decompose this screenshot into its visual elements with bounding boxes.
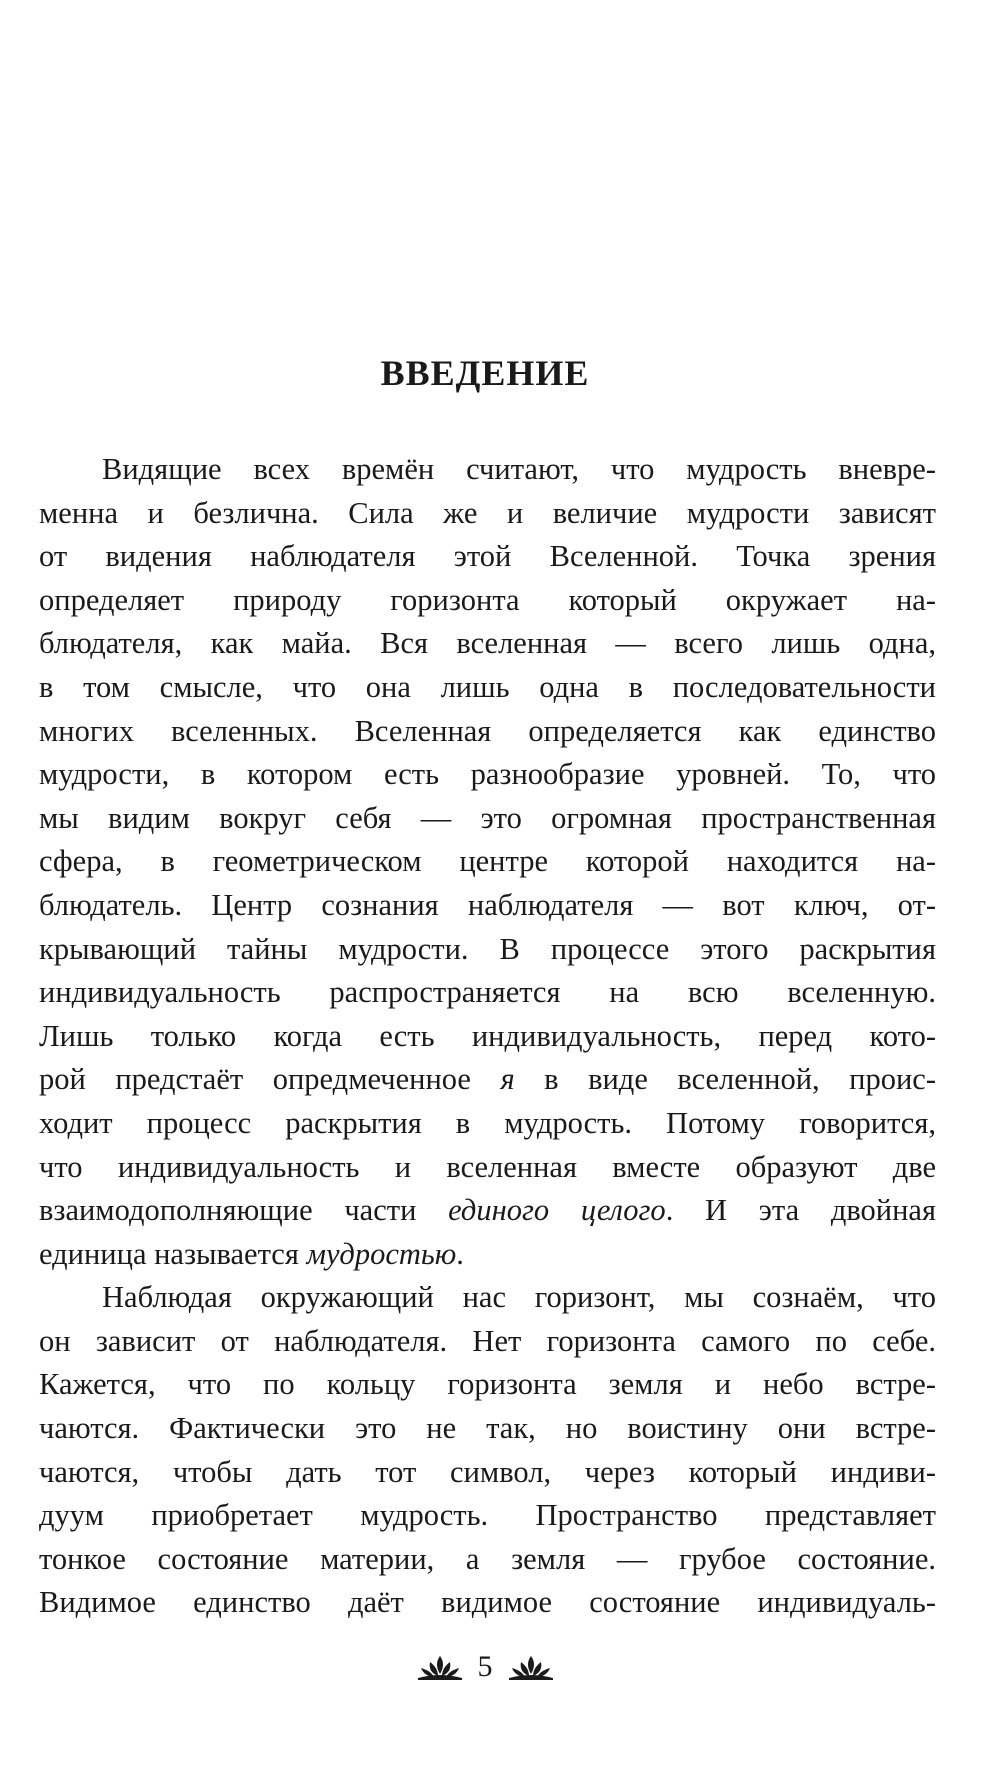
body-text — [39, 448, 936, 1625]
text-line: ходит процесс раскрытия в мудрость. Потому говорится, — [39, 1105, 936, 1140]
text-line: крывающий тайны мудрости. В процессе этого раскрытия — [39, 931, 936, 966]
text-line: дуум приобретает мудрость. Пространство представляет — [39, 1498, 936, 1533]
text-line: сфера, в геометрическом центре которой находится на- — [39, 844, 936, 879]
page-footer — [0, 1652, 970, 1682]
page-number: 5 — [477, 1650, 493, 1683]
text-line: мы видим вокруг себя — это огромная пространственная — [39, 800, 936, 835]
text-line: тонкое состояние материи, а земля — грубое состояние. — [39, 1541, 936, 1576]
text-line: Наблюдая окружающий нас горизонт, мы сознаём, что — [102, 1280, 936, 1315]
text-line: чаются. Фактически это не так, но воистину они встре- — [39, 1411, 936, 1446]
text-line: что индивидуальность и вселенная вместе образуют две — [39, 1149, 936, 1184]
text-line: взаимодополняющие части единого целого. И эта двойная — [39, 1193, 936, 1228]
text-line: блюдатель. Центр сознания наблюдателя — вот ключ, от- — [39, 887, 936, 922]
chapter-heading: ВВЕДЕНИЕ — [380, 353, 590, 393]
lotus-ornament-icon — [507, 1654, 555, 1680]
text-line: определяет природу горизонта который окружает на- — [39, 582, 936, 617]
text-line: он зависит от наблюдателя. Нет горизонта самого по себе. — [39, 1323, 936, 1358]
text-line: многих вселенных. Вселенная определяется как единство — [39, 713, 936, 748]
text-line: Лишь только когда есть индивидуальность, перед кото- — [39, 1018, 936, 1053]
text-line: единица называется мудростью. — [39, 1236, 464, 1271]
text-line: чаются, чтобы дать тот символ, через который индиви- — [39, 1454, 936, 1489]
text-line: Кажется, что по кольцу горизонта земля и небо встре- — [39, 1367, 936, 1402]
text-line: менна и безлична. Сила же и величие мудрости зависят — [39, 495, 936, 530]
text-line: блюдателя, как майа. Вся вселенная — всего лишь одна, — [39, 626, 936, 661]
text-line: индивидуальность распространяется на всю вселенную. — [39, 975, 936, 1010]
text-line: рой предстаёт опредмеченное я в виде вселенной, проис- — [39, 1062, 936, 1097]
text-line: Видимое единство даёт видимое состояние индивидуаль- — [39, 1585, 936, 1620]
text-line: в том смысле, что она лишь одна в последовательности — [39, 669, 936, 704]
text-line: мудрости, в котором есть разнообразие уровней. То, что — [39, 757, 936, 792]
text-line: Видящие всех времён считают, что мудрость вневре- — [102, 452, 936, 486]
text-line: от видения наблюдателя этой Вселенной. Точка зрения — [39, 539, 936, 574]
lotus-ornament-icon — [416, 1654, 464, 1680]
